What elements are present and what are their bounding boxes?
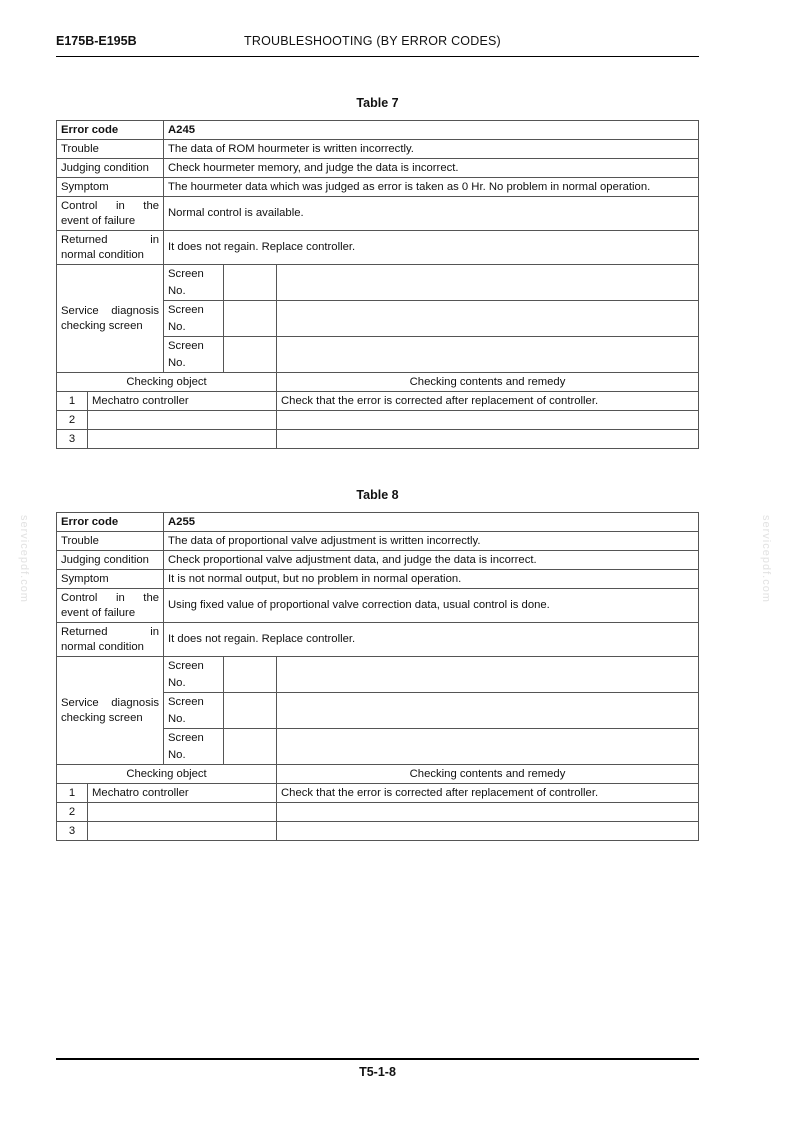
- check-no: 1: [57, 784, 88, 803]
- judging-condition-label: Judging condition: [57, 551, 164, 570]
- screen-no-value: [224, 337, 277, 373]
- service-label-cell: [57, 657, 164, 765]
- control-label: [57, 589, 164, 623]
- judging-condition-row: [57, 159, 699, 178]
- returned-value: It does not regain. Replace controller.: [164, 231, 699, 265]
- control-row: [57, 589, 699, 623]
- model-name: E175B-E195B: [56, 34, 137, 48]
- watermark-left: servicepdf.com: [18, 515, 30, 603]
- symptom-label: Symptom: [57, 178, 164, 197]
- check-row: [57, 784, 699, 803]
- screen-no-value: [224, 301, 277, 337]
- returned-label: [57, 231, 164, 265]
- check-remedy: [277, 803, 699, 822]
- control-label-line1: Control in the: [61, 199, 160, 212]
- table-title: Table 8: [356, 488, 399, 502]
- check-no: 1: [57, 392, 88, 411]
- screen-description: [277, 301, 699, 337]
- screen-no-label: Screen No.: [164, 657, 224, 693]
- error-code-table: [56, 120, 699, 449]
- control-value: Normal control is available.: [164, 197, 699, 231]
- error-code-value: A245: [164, 121, 699, 140]
- page-number: T5-1-8: [359, 1065, 396, 1079]
- screen-description: [277, 265, 699, 301]
- checking-contents-header: Checking contents and remedy: [277, 765, 699, 784]
- check-no: 3: [57, 430, 88, 449]
- checking-contents-header: Checking contents and remedy: [277, 373, 699, 392]
- screen-no-label: Screen No.: [164, 301, 224, 337]
- returned-value: It does not regain. Replace controller.: [164, 623, 699, 657]
- checking-header-row: [57, 765, 699, 784]
- trouble-row: [57, 532, 699, 551]
- screen-no-label: Screen No.: [164, 729, 224, 765]
- control-value: Using fixed value of proportional valve correction data, usual control is done.: [164, 589, 699, 623]
- check-no: 2: [57, 411, 88, 430]
- section-title: TROUBLESHOOTING (BY ERROR CODES): [244, 34, 501, 48]
- check-object: [88, 822, 277, 841]
- check-object: Mechatro controller: [88, 784, 277, 803]
- returned-label-line1: Returned in: [61, 233, 160, 246]
- screen-no-label: Screen No.: [164, 693, 224, 729]
- check-remedy: Check that the error is corrected after replacement of controller.: [277, 392, 699, 411]
- check-no: 3: [57, 822, 88, 841]
- page-header: [56, 34, 699, 57]
- symptom-row: [57, 570, 699, 589]
- check-remedy: [277, 822, 699, 841]
- judging-condition-value: Check hourmeter memory, and judge the data is incorrect.: [164, 159, 699, 178]
- footer-divider: [56, 1058, 699, 1060]
- returned-row: [57, 231, 699, 265]
- returned-label: [57, 623, 164, 657]
- check-row: [57, 822, 699, 841]
- check-object: Mechatro controller: [88, 392, 277, 411]
- watermark-right: servicepdf.com: [760, 515, 772, 603]
- table-title: Table 7: [356, 96, 399, 110]
- check-object: [88, 803, 277, 822]
- control-row: [57, 197, 699, 231]
- error-code-value: A255: [164, 513, 699, 532]
- screen-description: [277, 337, 699, 373]
- check-remedy: [277, 411, 699, 430]
- returned-row: [57, 623, 699, 657]
- screen-no-label: Screen No.: [164, 265, 224, 301]
- control-label-line1: Control in the: [61, 591, 160, 604]
- checking-object-header: Checking object: [57, 373, 277, 392]
- check-row: [57, 392, 699, 411]
- check-row: [57, 430, 699, 449]
- check-no: 2: [57, 803, 88, 822]
- trouble-value: The data of proportional valve adjustment is written incorrectly.: [164, 532, 699, 551]
- screen-description: [277, 657, 699, 693]
- check-row: [57, 411, 699, 430]
- screen-description: [277, 693, 699, 729]
- screen-no-value: [224, 265, 277, 301]
- screen-no-value: [224, 693, 277, 729]
- error-code-table: [56, 512, 699, 841]
- error-code-label: Error code: [57, 121, 164, 140]
- check-remedy: Check that the error is corrected after replacement of controller.: [277, 784, 699, 803]
- service-label-line1: Service diagnosis: [61, 696, 160, 709]
- service-label-line2: checking screen: [61, 711, 143, 724]
- service-label-line2: checking screen: [61, 319, 143, 332]
- symptom-row: [57, 178, 699, 197]
- screen-no-value: [224, 657, 277, 693]
- checking-object-header: Checking object: [57, 765, 277, 784]
- control-label-line2: event of failure: [61, 606, 136, 619]
- service-label-line1: Service diagnosis: [61, 304, 160, 317]
- returned-label-line2: normal condition: [61, 640, 144, 653]
- control-label: [57, 197, 164, 231]
- control-label-line2: event of failure: [61, 214, 136, 227]
- check-remedy: [277, 430, 699, 449]
- trouble-label: Trouble: [57, 140, 164, 159]
- returned-label-line2: normal condition: [61, 248, 144, 261]
- screen-no-value: [224, 729, 277, 765]
- trouble-value: The data of ROM hourmeter is written incorrectly.: [164, 140, 699, 159]
- trouble-label: Trouble: [57, 532, 164, 551]
- screen-no-label: Screen No.: [164, 337, 224, 373]
- check-object: [88, 411, 277, 430]
- error-code-label: Error code: [57, 513, 164, 532]
- judging-condition-row: [57, 551, 699, 570]
- judging-condition-label: Judging condition: [57, 159, 164, 178]
- check-row: [57, 803, 699, 822]
- symptom-value: It is not normal output, but no problem in normal operation.: [164, 570, 699, 589]
- returned-label-line1: Returned in: [61, 625, 160, 638]
- trouble-row: [57, 140, 699, 159]
- screen-description: [277, 729, 699, 765]
- symptom-label: Symptom: [57, 570, 164, 589]
- check-object: [88, 430, 277, 449]
- symptom-value: The hourmeter data which was judged as error is taken as 0 Hr. No problem in normal operation.: [164, 178, 699, 197]
- error-code-row: [57, 121, 699, 140]
- checking-header-row: [57, 373, 699, 392]
- service-label-cell: [57, 265, 164, 373]
- judging-condition-value: Check proportional valve adjustment data, and judge the data is incorrect.: [164, 551, 699, 570]
- error-code-row: [57, 513, 699, 532]
